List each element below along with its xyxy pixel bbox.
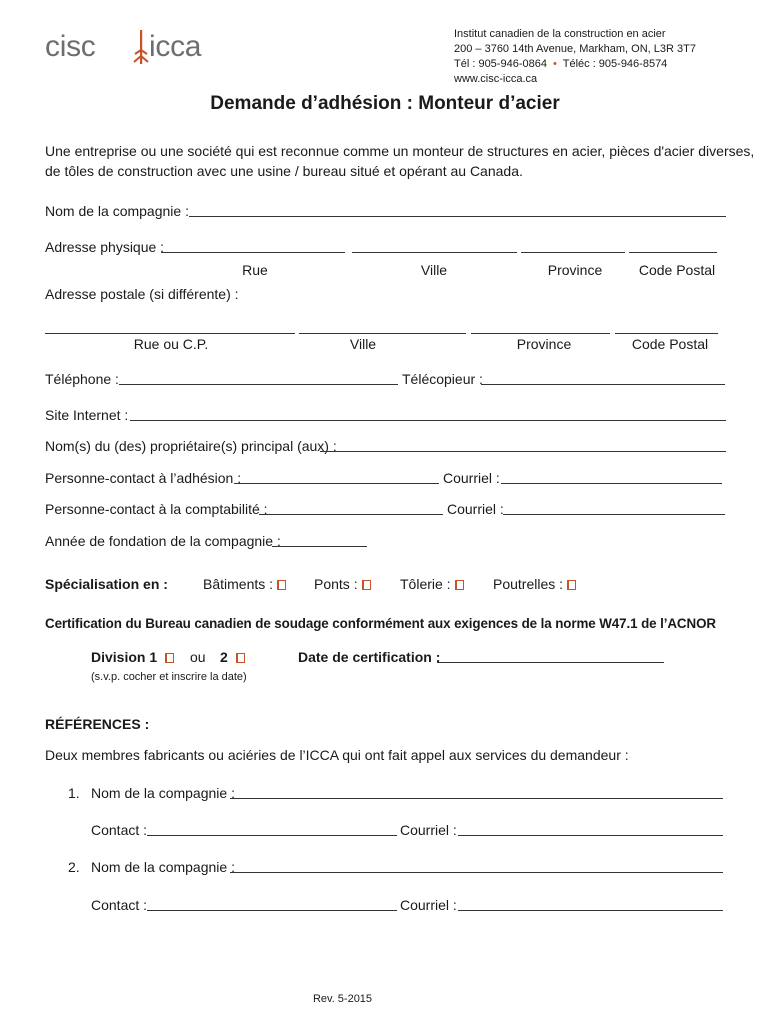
logo-mark-icon — [131, 30, 151, 64]
contact-accounting-label: Personne-contact à la comptabilité : — [45, 501, 268, 517]
company-label: Nom de la compagnie : — [45, 203, 189, 219]
logo-cisc-text: cisc — [45, 30, 96, 63]
ref-2-number: 2. — [68, 859, 80, 875]
address-block — [454, 27, 696, 87]
address-line-web: www.cisc-icca.ca — [454, 73, 538, 85]
specialization-label: Spécialisation en : — [45, 576, 168, 592]
postal-city-input[interactable] — [299, 333, 466, 334]
spec-bridges[interactable] — [314, 576, 371, 592]
ref-2-contact-input[interactable] — [147, 910, 397, 911]
address-phone: Tél : 905-946-0864 — [454, 58, 547, 70]
owners-label: Nom(s) du (des) propriétaire(s) principal (aux) : — [45, 438, 337, 454]
postal-street-caption: Rue ou C.P. — [133, 336, 209, 352]
postal-postal-input[interactable] — [615, 333, 718, 334]
bullet-icon: • — [553, 58, 557, 70]
spec-buildings[interactable] — [203, 576, 286, 592]
email2-label: Courriel : — [447, 501, 504, 517]
contact-membership-label: Personne-contact à l’adhésion : — [45, 470, 242, 486]
owners-input[interactable] — [320, 451, 726, 452]
email2-input[interactable] — [503, 514, 725, 515]
checkbox-bridges[interactable] — [362, 580, 371, 590]
intro-line-1: Une entreprise ou une société qui est reconnue comme un monteur de structures en acier, pièces d'acier diverses, — [45, 143, 755, 159]
physical-address-label: Adresse physique : — [45, 239, 165, 255]
cert-date-label: Date de certification : — [298, 649, 441, 665]
address-line-street: 200 – 3760 14th Avenue, Markham, ON, L3R 3T7 — [454, 43, 696, 55]
fax-label: Télécopieur : — [402, 371, 483, 387]
founded-input[interactable] — [272, 546, 367, 547]
ref-2-contact-label: Contact : — [91, 897, 148, 913]
ref-2-company-label: Nom de la compagnie : — [91, 859, 235, 875]
ref-1-email-input[interactable] — [458, 835, 723, 836]
physical-city-caption: Ville — [420, 262, 448, 278]
cert-note: (s.v.p. cocher et inscrire la date) — [91, 671, 247, 683]
spec-bridges-label: Ponts : — [314, 576, 358, 592]
website-label: Site Internet : — [45, 407, 129, 423]
physical-street-input[interactable] — [161, 252, 345, 253]
references-heading: RÉFÉRENCES : — [45, 716, 150, 732]
ref-1-number: 1. — [68, 785, 80, 801]
checkbox-division-2[interactable] — [236, 653, 245, 663]
contact-accounting-input[interactable] — [259, 514, 443, 515]
email1-label: Courriel : — [443, 470, 500, 486]
ref-1-company-input[interactable] — [230, 798, 723, 799]
spec-buildings-label: Bâtiments : — [203, 576, 274, 592]
postal-postal-caption: Code Postal — [631, 336, 709, 352]
founded-label: Année de fondation de la compagnie : — [45, 533, 281, 549]
address-line-org: Institut canadien de la construction en acier — [454, 28, 666, 40]
email1-input[interactable] — [501, 483, 722, 484]
physical-postal-input[interactable] — [629, 252, 717, 253]
physical-postal-caption: Code Postal — [638, 262, 716, 278]
division-2-label: 2 — [220, 649, 228, 665]
cert-date-input[interactable] — [437, 662, 664, 663]
page-title: Demande d’adhésion : Monteur d’acier — [210, 93, 560, 114]
postal-province-caption: Province — [516, 336, 572, 352]
checkbox-division-1[interactable] — [165, 653, 174, 663]
phone-label: Téléphone : — [45, 371, 119, 387]
division-2[interactable] — [220, 649, 245, 665]
ref-1-email-label: Courriel : — [400, 822, 457, 838]
spec-sheet[interactable] — [400, 576, 464, 592]
checkbox-joists[interactable] — [567, 580, 576, 590]
checkbox-buildings[interactable] — [277, 580, 286, 590]
postal-city-caption: Ville — [349, 336, 377, 352]
phone-input[interactable] — [119, 384, 398, 385]
ref-2-company-input[interactable] — [230, 872, 723, 873]
division-1[interactable] — [91, 649, 174, 665]
division-or: ou — [190, 649, 206, 665]
revision-footer: Rev. 5-2015 — [312, 993, 373, 1005]
division-1-label: Division 1 — [91, 649, 158, 665]
postal-street-input[interactable] — [45, 333, 295, 334]
ref-1-contact-input[interactable] — [147, 835, 397, 836]
spec-joists-label: Poutrelles : — [493, 576, 564, 592]
address-fax: Téléc : 905-946-8574 — [562, 58, 668, 70]
address-line-phones — [454, 57, 696, 72]
postal-province-input[interactable] — [471, 333, 610, 334]
ref-2-email-input[interactable] — [458, 910, 723, 911]
physical-province-caption: Province — [547, 262, 603, 278]
physical-city-input[interactable] — [352, 252, 517, 253]
postal-address-label: Adresse postale (si différente) : — [45, 286, 239, 302]
logo — [45, 30, 202, 66]
intro-line-2: de tôles de construction avec une usine / bureau situé et opérant au Canada. — [45, 163, 523, 179]
physical-province-input[interactable] — [521, 252, 625, 253]
ref-1-contact-label: Contact : — [91, 822, 148, 838]
spec-sheet-label: Tôlerie : — [400, 576, 451, 592]
certification-heading: Certification du Bureau canadien de soudage conformément aux exigences de la norme W47.1 de l’ACNOR — [45, 616, 716, 631]
ref-1-company-label: Nom de la compagnie : — [91, 785, 235, 801]
company-input[interactable] — [189, 216, 726, 217]
contact-membership-input[interactable] — [234, 483, 439, 484]
website-input[interactable] — [130, 420, 726, 421]
ref-2-email-label: Courriel : — [400, 897, 457, 913]
checkbox-sheet[interactable] — [455, 580, 464, 590]
logo-icca-text: icca — [149, 30, 202, 63]
references-intro: Deux membres fabricants ou aciéries de l’ICCA qui ont fait appel aux services du demandeur : — [45, 747, 629, 763]
spec-joists[interactable] — [493, 576, 576, 592]
physical-street-caption: Rue — [242, 262, 268, 278]
fax-input[interactable] — [481, 384, 725, 385]
